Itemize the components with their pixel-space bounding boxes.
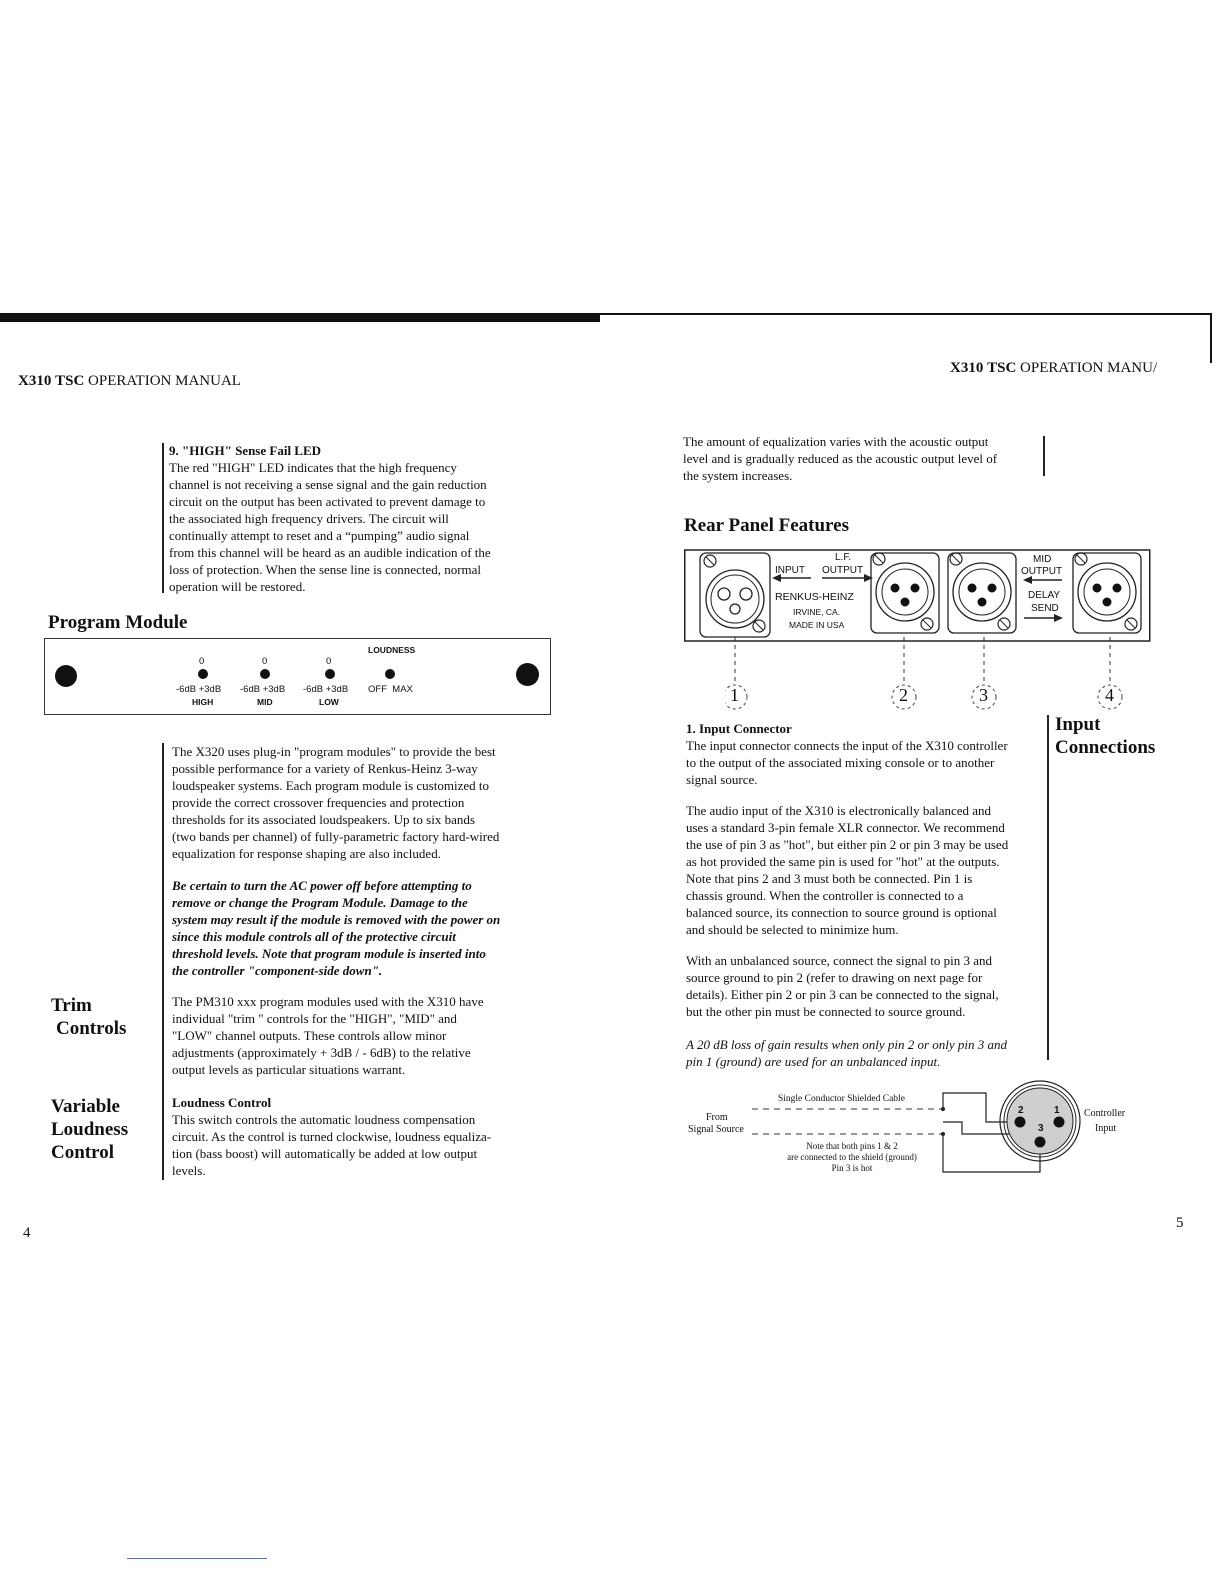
warning-line: Be certain to turn the AC power off before attempting to (172, 878, 472, 893)
input-pin-socket (740, 588, 752, 600)
mid-output-label: OUTPUT (1021, 566, 1063, 577)
made-label: MADE IN USA (789, 620, 845, 630)
unbalanced-line: details). Either pin 2 or pin 3 can be connected to the signal, (686, 987, 999, 1002)
sense-fail-line: operation will be restored. (169, 579, 306, 594)
loudness-label: LOUDNESS (368, 645, 416, 655)
top-rule-left (0, 313, 600, 322)
controller-pin-1 (1054, 1117, 1065, 1128)
delay-send-pin (1113, 584, 1122, 593)
input-xlr-face-inner (711, 575, 759, 623)
mid-xlr-face-inner (959, 569, 1005, 615)
from-label: From (706, 1112, 728, 1123)
high-trim-knob[interactable] (198, 669, 208, 679)
right-column-rule (1047, 715, 1049, 1060)
balanced-line: the use of pin 3 as "hot", but either pin 2 or pin 3 may be used (686, 837, 1009, 852)
low-range-label: -6dB +3dB (303, 684, 349, 695)
intro-line: loudspeaker systems. Each program module is customized to (172, 778, 489, 793)
mid-label: MID (1033, 554, 1052, 565)
warning-line: since this module controls all of the protective circuit (172, 929, 456, 944)
input-xlr-housing (700, 553, 770, 637)
lf-output-pin (891, 584, 900, 593)
unbalanced-line: but the other pin must be connected to source ground. (686, 1004, 966, 1019)
mid-range-label: -6dB +3dB (240, 684, 286, 695)
eq-note-line: The amount of equalization varies with the acoustic output (683, 434, 989, 449)
mid-xlr-pin (968, 584, 977, 593)
screw-slot-icon (923, 620, 931, 628)
callout-4: 4 (1105, 685, 1114, 705)
top-rule-right (600, 313, 1212, 315)
loss-note-line: A 20 dB loss of gain results when only pin 2 or only pin 3 and (686, 1037, 1008, 1052)
controller-pin-2 (1015, 1117, 1026, 1128)
header-model: X310 (950, 360, 984, 376)
wire-node (941, 1132, 945, 1136)
high-channel-label: HIGH (192, 697, 214, 707)
loudness-paragraph (172, 1094, 542, 1179)
sense-fail-rule (162, 443, 164, 593)
mid-channel-label: MID (257, 697, 273, 707)
callout-3: 3 (979, 685, 988, 705)
delay-send-xlr-face-inner (1084, 569, 1130, 615)
unbalanced-line: source ground to pin 2 (refer to drawing on next page for (686, 970, 983, 985)
balanced-line: The audio input of the X310 is electronically balanced and (686, 803, 992, 818)
screw-slot-icon (1127, 620, 1135, 628)
input-connector-line: to the output of the associated mixing console or to another (686, 755, 995, 770)
intro-line: (two bands per channel) of fully-parametric factory hard-wired (172, 829, 500, 844)
left-running-header (18, 373, 241, 390)
loudness-heading-line-3: Control (51, 1142, 114, 1163)
sense-fail-line: from this channel will be heard as an audible indication of the (169, 545, 491, 560)
cable-label: Single Conductor Shielded Cable (778, 1094, 905, 1104)
input-connections-line-2: Connections (1055, 737, 1156, 758)
right-edge-rule (1210, 313, 1212, 363)
loudness-side-heading (51, 1095, 128, 1164)
loudness-line: This switch controls the automatic loudness compensation (172, 1112, 476, 1127)
left-page-number: 4 (23, 1225, 31, 1241)
input-connections-line-1: Input (1055, 714, 1101, 735)
screw-slot-icon (755, 622, 763, 630)
delay-send-pin (1103, 598, 1112, 607)
loudness-heading-line-1: Variable (51, 1096, 120, 1117)
sense-fail-heading: 9. "HIGH" Sense Fail LED (169, 443, 322, 458)
rear-panel-drawing (684, 545, 1154, 645)
wiring-note-line: are connected to the shield (ground) (787, 1152, 917, 1162)
mid-trim-knob[interactable] (260, 669, 270, 679)
wiring-note-line: Pin 3 is hot (831, 1163, 873, 1173)
header-product: TSC (55, 373, 85, 389)
balanced-line: Note that pins 2 and 3 must both be connected. Pin 1 is (686, 871, 973, 886)
input-connector-section (686, 720, 1041, 788)
lf-output-label: OUTPUT (822, 565, 864, 576)
intro-line: thresholds for its associated loudspeakers. Up to six bands (172, 812, 475, 827)
input-connections-side-heading (1055, 713, 1155, 759)
balanced-line: and should be selected to minimize hum. (686, 922, 899, 937)
trim-heading-line-2: Controls (56, 1018, 127, 1039)
low-trim-knob[interactable] (325, 669, 335, 679)
sense-fail-line: circuit on the output has been activated to prevent damage to (169, 494, 486, 509)
intro-line: possible performance for a variety of Renkus-Heinz 3-way (172, 761, 478, 776)
eq-note-line: the system increases. (683, 468, 793, 483)
arrow-left-icon (1023, 576, 1032, 584)
bottom-accent-line (127, 1558, 267, 1559)
low-zero-label: 0 (326, 656, 332, 667)
off-max-label: OFF MAX (368, 684, 413, 695)
pin-3-label: 3 (1038, 1123, 1044, 1134)
mid-zero-label: 0 (262, 656, 268, 667)
loudness-heading: Loudness Control (172, 1095, 272, 1110)
pin-1-label: 1 (1054, 1105, 1060, 1116)
left-column-rule (162, 743, 164, 1180)
callout-1: 1 (730, 685, 739, 705)
arrow-right-icon (864, 574, 873, 582)
intro-line: The X320 uses plug-in "program modules" to provide the best (172, 744, 496, 759)
input-pin-socket (730, 604, 740, 614)
controller-input-label: Input (1095, 1123, 1117, 1134)
eq-note-rule (1043, 436, 1045, 476)
input-connector-line: The input connector connects the input of the X310 controller (686, 738, 1008, 753)
callout-2: 2 (899, 685, 908, 705)
input-pin-socket (718, 588, 730, 600)
trim-heading-line-1: Trim (51, 995, 92, 1016)
loudness-line: levels. (172, 1163, 206, 1178)
program-module-panel (44, 638, 551, 715)
lf-output-pin (911, 584, 920, 593)
sense-fail-line: the associated high frequency drivers. The circuit will (169, 511, 449, 526)
balanced-line: as hot provided the same pin is used for "hot" at the outputs. (686, 854, 1000, 869)
warning-line: system may result if the module is removed with the power on (172, 912, 501, 927)
loss-note-line: pin 1 (ground) are used for an unbalanced input. (686, 1054, 941, 1069)
lf-label: L.F. (835, 552, 852, 563)
intro-line: provide the correct crossover frequencies and protection (172, 795, 465, 810)
program-module-heading: Program Module (48, 612, 188, 633)
mid-xlr-face[interactable] (953, 563, 1011, 621)
sense-fail-line: loss of protection. When the sense line is connected, normal (169, 562, 482, 577)
lf-output-xlr-face-inner (882, 569, 928, 615)
balanced-paragraph (686, 802, 1041, 938)
panel-mount-hole-right (516, 663, 539, 686)
eq-note-line: level and is gradually reduced as the acoustic output level of (683, 451, 998, 466)
send-label: SEND (1031, 603, 1059, 614)
wiring-note (772, 1141, 932, 1174)
mid-xlr-pin (988, 584, 997, 593)
screw-slot-icon (1077, 555, 1085, 563)
warning-line: the controller "component-side down". (172, 963, 383, 978)
trim-side-heading (51, 994, 126, 1040)
sense-fail-line: continually attempt to reset and a “pumping” audio signal (169, 528, 470, 543)
right-page-number: 5 (1176, 1215, 1184, 1231)
balanced-line: uses a standard 3-pin female XLR connector. We recommend (686, 820, 1005, 835)
trim-line: "LOW" channel outputs. These controls allow minor (172, 1028, 447, 1043)
delay-send-xlr-face[interactable] (1078, 563, 1136, 621)
header-title: OPERATION MANU/ (1020, 360, 1158, 376)
trim-paragraph (172, 993, 542, 1078)
sense-fail-line: The red "HIGH" LED indicates that the high frequency (169, 460, 457, 475)
trim-line: The PM310 xxx program modules used with the X310 have (172, 994, 484, 1009)
high-range-label: -6dB +3dB (176, 684, 222, 695)
trim-line: adjustments (approximately + 3dB / - 6dB) to the relative (172, 1045, 471, 1060)
screw-slot-icon (706, 557, 714, 565)
wire-node (941, 1107, 945, 1111)
arrow-right-icon (1054, 614, 1063, 622)
header-model: X310 (18, 373, 52, 389)
input-label: INPUT (775, 565, 805, 576)
screw-slot-icon (1000, 620, 1008, 628)
intro-line: equalization for response shaping are also included. (172, 846, 441, 861)
unbalanced-line: With an unbalanced source, connect the signal to pin 3 and (686, 953, 992, 968)
warning-line: threshold levels. Note that program module is inserted into (172, 946, 486, 961)
trim-line: individual "trim " controls for the "HIGH", "MID" and (172, 1011, 457, 1026)
controller-pin-3 (1035, 1137, 1046, 1148)
loss-note-paragraph (686, 1036, 1046, 1070)
loudness-heading-line-2: Loudness (51, 1119, 129, 1140)
low-channel-label: LOW (319, 697, 339, 707)
rear-panel-outline (685, 550, 1150, 641)
warning-line: remove or change the Program Module. Damage to the (172, 895, 468, 910)
screw-slot-icon (952, 555, 960, 563)
delay-send-pin (1093, 584, 1102, 593)
balanced-line: chassis ground. When the controller is connected to a (686, 888, 964, 903)
panel-mount-hole-left (55, 665, 77, 687)
balanced-line: balanced source, its connection to source ground is optional (686, 905, 997, 920)
wiring-note-line: Note that both pins 1 & 2 (806, 1141, 898, 1151)
brand-label: RENKUS-HEINZ (775, 591, 854, 603)
lf-output-pin (901, 598, 910, 607)
right-running-header (950, 360, 1157, 377)
loudness-line: circuit. As the control is turned clockwise, loudness equaliza- (172, 1129, 492, 1144)
loudness-line: tion (bass boost) will automatically be added at low output (172, 1146, 478, 1161)
mid-xlr-pin (978, 598, 987, 607)
sense-fail-section (169, 442, 549, 595)
city-label: IRVINE, CA. (793, 607, 841, 617)
lf-output-xlr-face[interactable] (876, 563, 934, 621)
signal-source-label: Signal Source (688, 1124, 744, 1135)
input-xlr-face[interactable] (706, 570, 764, 628)
pin-2-label: 2 (1018, 1105, 1024, 1116)
input-connector-line: signal source. (686, 772, 758, 787)
controller-label: Controller (1084, 1108, 1126, 1119)
loudness-knob[interactable] (385, 669, 395, 679)
screw-slot-icon (875, 555, 883, 563)
eq-note-paragraph (683, 433, 1043, 484)
delay-label: DELAY (1028, 590, 1061, 601)
header-title: OPERATION MANUAL (88, 373, 241, 389)
intro-paragraph (172, 743, 542, 862)
trim-line: output levels as particular situations warrant. (172, 1062, 406, 1077)
input-connector-heading: 1. Input Connector (686, 721, 792, 736)
header-product: TSC (987, 360, 1017, 376)
callout-leaders (725, 637, 1125, 717)
high-zero-label: 0 (199, 656, 205, 667)
rear-panel-heading: Rear Panel Features (684, 515, 849, 536)
unbalanced-paragraph (686, 952, 1041, 1020)
sense-fail-line: channel is not receiving a sense signal and the gain reduction (169, 477, 487, 492)
warning-paragraph (172, 877, 542, 979)
